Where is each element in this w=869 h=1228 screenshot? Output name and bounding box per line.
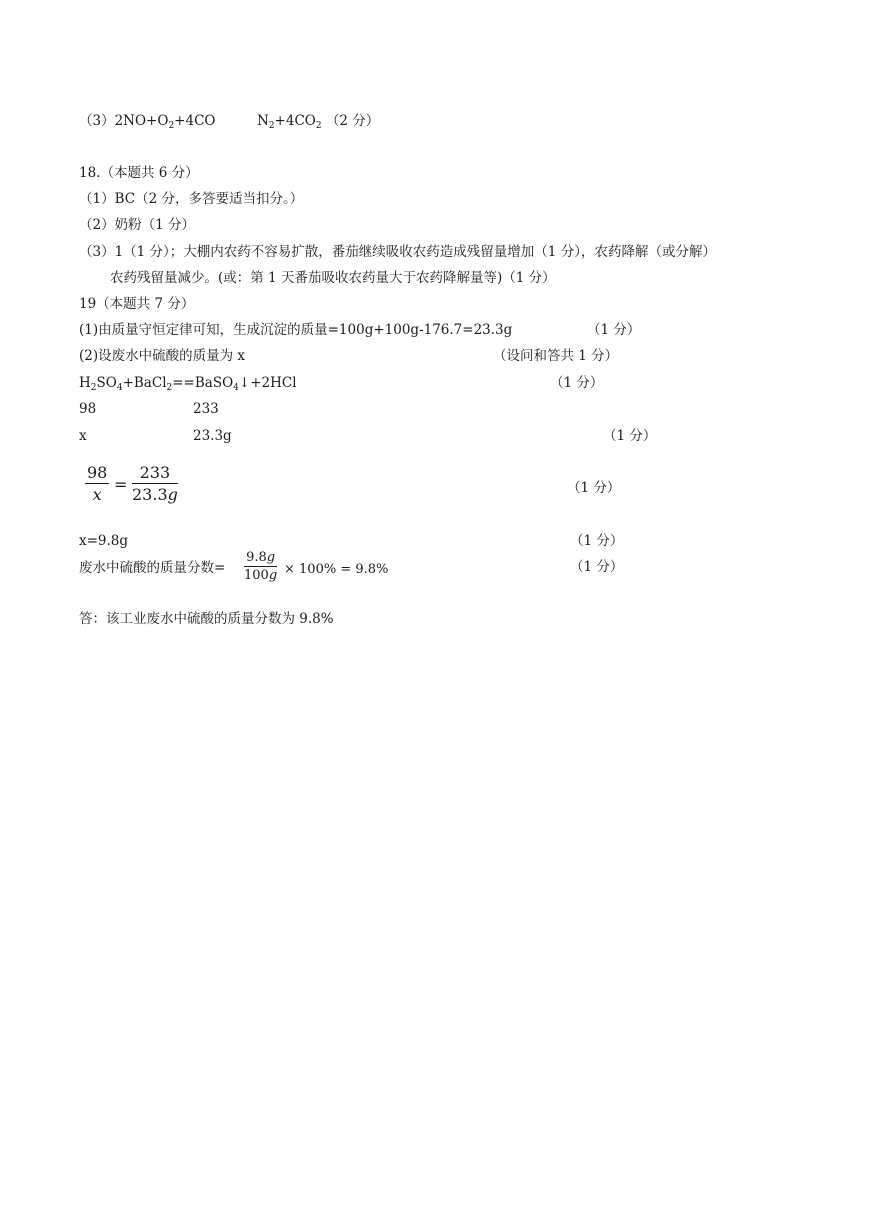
q19-fraction-label: 废水中硫酸的质量分数= [79,560,226,576]
q19-chemical-equation: $H_2SO_4+BaCl_2==BaSO_4↓+2HCl$ [79,375,297,393]
q19-equation-score: （1 分） [550,375,604,391]
ratio-right-denominator: 23.3g [132,485,178,504]
q19-step1-text: (1)由质量守恒定律可知，生成沉淀的质量=100g+100g-176.7=23.3g [79,322,513,338]
ratio-right-fraction [132,463,178,504]
q19-fraction-score: （1 分） [570,559,624,575]
mass-fraction-numerator: 9.8g [246,550,276,565]
q19-var-right: 23.3g [193,428,232,444]
mass-fraction-denominator: 100g [244,568,278,583]
q19-result: x=9.8g [79,533,129,549]
ratio-left-numerator: 98 [87,463,108,482]
q19-mass-right: 233 [193,401,219,417]
q18-item3-line1: （3）1（1 分）；大棚内农药不容易扩散，番茄继续吸收农药造成残留量增加（1 分），农药降解（或分解） [79,244,716,260]
q17-item3-products: $N_2+4CO_2$ （2 分） [257,113,380,131]
q19-ratio-score: （1 分） [567,480,621,496]
ratio-equals: = [114,475,128,494]
q19-header: 19（本题共 7 分） [79,296,195,312]
q19-answer: 答：该工业废水中硫酸的质量分数为 9.8% [79,611,334,627]
q18-item2: （2）奶粉（1 分） [79,217,195,233]
q18-header: 18.（本题共 6 分） [79,165,199,181]
q18-item3-line2: 农药残留量减少。(或：第 1 天番茄吸收农药量大于农药降解量等)（1 分） [110,270,556,286]
q19-fraction-tail: × 100% = 9.8% [284,562,389,577]
q19-step1-score: （1 分） [587,322,641,338]
ratio-left-fraction [85,463,109,504]
q19-mass-left: 98 [79,401,97,417]
ratio-left-denominator: x [92,485,102,504]
q19-result-score: （1 分） [570,533,624,549]
mass-fraction [244,550,277,583]
ratio-right-numerator: 233 [139,463,171,482]
q19-step2-score: （设问和答共 1 分） [493,348,619,364]
q19-var-left: x [79,428,87,444]
q17-item3-reactants: $(3)2NO+O_2+4CO$ [79,113,216,131]
q18-item1: （1）BC（2 分，多答要适当扣分。） [79,191,304,207]
q19-step2-text: (2)设废水中硫酸的质量为 x [79,348,246,364]
q19-var-score: （1 分） [603,428,657,444]
